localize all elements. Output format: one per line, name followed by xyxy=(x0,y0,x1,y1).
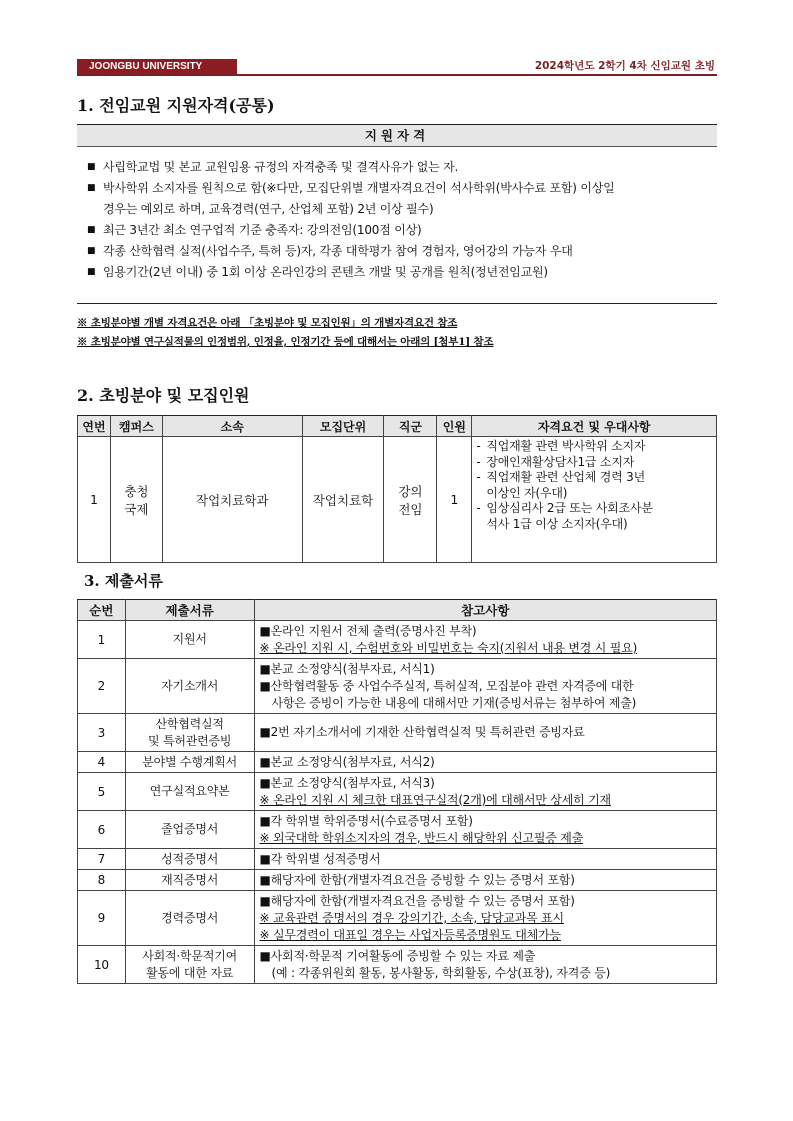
qualification-item: ■ 임용기간(2년 이내) 중 1회 이상 온라인강의 콘텐츠 개발 및 공개를 원칙(정년전임교원) xyxy=(87,262,715,283)
requirement-item: - 임상심리사 2급 또는 사회조사분 석사 1급 이상 소지자(우대) xyxy=(476,501,653,531)
note-line: (예 : 각종위원회 활동, 봉사활동, 학회활동, 수상(표창), 자격증 등) xyxy=(271,965,611,980)
cell-notes xyxy=(254,714,716,752)
table-row xyxy=(78,437,717,563)
bullet-icon: ■ xyxy=(87,183,96,193)
cell-requirements xyxy=(472,437,717,563)
bullet-icon: ■ xyxy=(87,267,96,277)
document-name: 및 특허관련증빙 xyxy=(147,733,232,748)
note-line: ■해당자에 한함(개별자격요건을 증빙할 수 있는 증명서 포함) xyxy=(259,872,575,887)
requirement-item: - 직업재활 관련 박사학위 소지자 xyxy=(476,439,646,453)
note-line: ■본교 소정양식(첨부자료, 서식2) xyxy=(259,754,435,769)
section1-title: 1. 전임교원 지원자격(공통) xyxy=(77,96,275,115)
col-header: 소속 xyxy=(162,416,302,437)
note-line: ■본교 소정양식(첨부자료, 서식1) xyxy=(259,661,435,676)
document-name: 분야별 수행계획서 xyxy=(142,754,238,769)
note-line: ■산학협력활동 중 사업수주실적, 특허실적, 모집분야 관련 자격증에 대한 xyxy=(259,678,634,693)
cell-document xyxy=(125,752,254,773)
cell-notes xyxy=(254,891,716,946)
cell-no: 3 xyxy=(78,714,126,752)
note-line: ※ 초빙분야별 개별 자격요건은 아래 「초빙분야 및 모집인원」의 개별자격요건 참조 xyxy=(77,317,458,329)
note-line: ※ 외국대학 학위소지자의 경우, 반드시 해당학위 신고필증 제출 xyxy=(259,830,584,845)
table-row xyxy=(78,659,717,714)
table-row xyxy=(78,811,717,849)
note-line: ※ 교육관련 증명서의 경우 강의기간, 소속, 담당교과목 표시 xyxy=(259,910,564,925)
document-name: 지원서 xyxy=(172,632,207,646)
university-label: JOONGBU UNIVERSITY xyxy=(77,59,237,74)
cell-unit: 작업치료학 xyxy=(302,437,384,563)
section2-title: 2. 초빙분야 및 모집인원 xyxy=(77,386,250,405)
col-header: 캠퍼스 xyxy=(110,416,162,437)
page-header xyxy=(77,59,717,76)
cell-no: 9 xyxy=(78,891,126,946)
note-line: ※ 실무경력이 대표일 경우는 사업자등록증명원도 대체가능 xyxy=(259,927,561,942)
col-header: 직군 xyxy=(384,416,437,437)
cell-notes xyxy=(254,870,716,891)
cell-dept: 작업치료학과 xyxy=(162,437,302,563)
cell-no: 1 xyxy=(78,437,111,563)
table-row xyxy=(78,946,717,984)
note-line: ■2번 자기소개서에 기재한 산학협력실적 및 특허관련 증빙자료 xyxy=(259,725,585,739)
cell-no: 2 xyxy=(78,659,126,714)
requirement-item: - 장애인재활상담사1급 소지자 xyxy=(476,454,635,469)
qualification-item-cont: 경우는 예외로 하며, 교육경력(연구, 산업체 포함) 2년 이상 필수) xyxy=(103,202,434,216)
bullet-icon: ■ xyxy=(87,246,96,256)
cell-document xyxy=(125,621,254,659)
table-row xyxy=(78,849,717,870)
cell-notes xyxy=(254,621,716,659)
note-line: ■각 학위별 학위증명서(수료증명서 포함) xyxy=(259,813,473,828)
recruitment-table xyxy=(77,415,717,563)
document-name: 산학협력실적 xyxy=(155,716,224,731)
document-name: 졸업증명서 xyxy=(161,822,219,836)
notes xyxy=(77,314,717,352)
cell-no: 1 xyxy=(78,621,126,659)
table-row xyxy=(78,870,717,891)
cell-document xyxy=(125,811,254,849)
qualification-box xyxy=(77,147,717,304)
cell-notes xyxy=(254,659,716,714)
note-line: ■사회적·학문적 기여활동에 증빙할 수 있는 자료 제출 xyxy=(259,948,536,963)
note-line: ※ 온라인 지원 시, 수험번호와 비밀번호는 숙지(지원서 내용 변경 시 필요) xyxy=(259,640,638,655)
cell-no: 7 xyxy=(78,849,126,870)
table-row xyxy=(78,714,717,752)
cell-notes xyxy=(254,773,716,811)
cell-document xyxy=(125,870,254,891)
cell-no: 6 xyxy=(78,811,126,849)
document-name: 활동에 대한 자료 xyxy=(146,965,234,980)
col-header: 참고사항 xyxy=(254,600,716,621)
bullet-icon: ■ xyxy=(87,162,96,172)
note-line: ■각 학위별 성적증명서 xyxy=(259,851,381,866)
cell-notes xyxy=(254,849,716,870)
table-row xyxy=(78,752,717,773)
section3-title: 3. 제출서류 xyxy=(84,572,163,590)
note-line: 사항은 증빙이 가능한 내용에 대해서만 기재(증빙서류는 첨부하여 제출) xyxy=(271,695,637,710)
cell-notes xyxy=(254,752,716,773)
document-name: 재직증명서 xyxy=(161,872,219,887)
col-header: 인원 xyxy=(437,416,472,437)
requirement-item: - 직업재활 관련 산업체 경력 3년 이상인 자(우대) xyxy=(476,470,645,500)
table-row xyxy=(78,891,717,946)
bullet-icon: ■ xyxy=(87,225,96,235)
cell-campus: 충청 국제 xyxy=(110,437,162,563)
table-header-row xyxy=(78,416,717,437)
table-row xyxy=(78,621,717,659)
cell-no: 10 xyxy=(78,946,126,984)
cell-notes xyxy=(254,811,716,849)
cell-job: 강의 전임 xyxy=(384,437,437,563)
cell-document xyxy=(125,946,254,984)
note-line: ※ 초빙분야별 연구실적물의 인정범위, 인정율, 인정기간 등에 대해서는 아래의 [첨부1] 참조 xyxy=(77,336,494,348)
qualification-header: 지원자격 xyxy=(77,124,717,147)
table-row xyxy=(78,773,717,811)
notice-title: 2024학년도 2학기 4차 신임교원 초빙 xyxy=(534,60,715,72)
col-header: 제출서류 xyxy=(125,600,254,621)
col-header: 자격요건 및 우대사항 xyxy=(472,416,717,437)
qualification-item: ■ 사립학교법 및 본교 교원임용 규정의 자격충족 및 결격사유가 없는 자. xyxy=(87,157,715,178)
cell-document xyxy=(125,773,254,811)
cell-document xyxy=(125,891,254,946)
note-line: ■본교 소정양식(첨부자료, 서식3) xyxy=(259,775,435,790)
cell-notes xyxy=(254,946,716,984)
document-name: 사회적·학문적기여 xyxy=(142,948,238,963)
note-line: ※ 온라인 지원 시 체크한 대표연구실적(2개)에 대해서만 상세히 기재 xyxy=(259,792,611,807)
cell-document xyxy=(125,849,254,870)
qualification-item: ■ 최근 3년간 최소 연구업적 기준 충족자: 강의전임(100점 이상) xyxy=(87,220,715,241)
document-name: 연구실적요약본 xyxy=(149,784,230,798)
document-name: 성적증명서 xyxy=(161,851,219,866)
cell-no: 4 xyxy=(78,752,126,773)
qualification-item: ■ 각종 산학협력 실적(사업수주, 특허 등)자, 각종 대학평가 참여 경험자, 영어강의 가능자 우대 xyxy=(87,241,715,262)
qualification-item: ■ 박사학위 소지자를 원칙으로 함(※다만, 모집단위별 개별자격요건이 석사학위(박사수료 포함) 이상일 경우는 예외로 하며, 교육경력(연구, 산업체 포함) 2년 이상 필수) xyxy=(87,178,715,220)
cell-document xyxy=(125,659,254,714)
col-header: 연번 xyxy=(78,416,111,437)
cell-document xyxy=(125,714,254,752)
cell-no: 8 xyxy=(78,870,126,891)
col-header: 모집단위 xyxy=(302,416,384,437)
col-header: 순번 xyxy=(78,600,126,621)
qualification-list xyxy=(87,157,715,283)
cell-count: 1 xyxy=(437,437,472,563)
table-header-row xyxy=(78,600,717,621)
note-line: ■해당자에 한함(개별자격요건을 증빙할 수 있는 증명서 포함) xyxy=(259,893,575,908)
cell-no: 5 xyxy=(78,773,126,811)
document-name: 자기소개서 xyxy=(161,678,219,693)
documents-table xyxy=(77,599,717,984)
note-line: ■온라인 지원서 전체 출력(증명사진 부착) xyxy=(259,623,477,638)
document-name: 경력증명서 xyxy=(161,910,219,925)
